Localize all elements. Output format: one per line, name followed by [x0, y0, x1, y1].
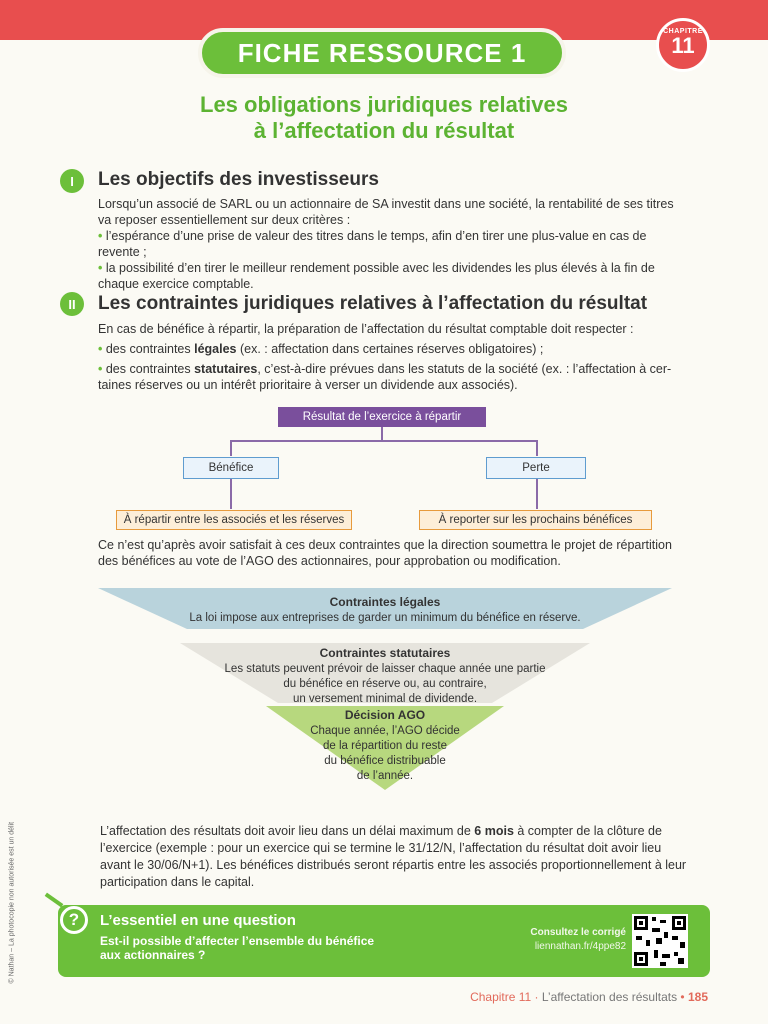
diagram-resultat-box: Résultat de l’exercice à répartir	[278, 407, 486, 427]
funnel-level-2-text	[190, 646, 580, 707]
section-1-number: I	[60, 169, 84, 193]
section-1-heading: Les objectifs des investisseurs	[98, 169, 379, 190]
chapter-number: 11	[671, 33, 695, 58]
funnel-level-2-title: Contraintes statutaires	[319, 646, 451, 660]
footer-chapter: Chapitre 11	[470, 990, 532, 1004]
chapter-word: CHAPITRE	[663, 28, 703, 35]
essentiel-question	[100, 934, 374, 962]
section-2-bullet-2-cont: taines réserves ou un intérêt prioritaire à verser un dividende aux associés).	[98, 378, 518, 392]
closing-line-3: avant le 30/06/N+1). Les bénéfices distribués seront répartis entre les associés proportionnellement à leur	[100, 858, 687, 872]
footer-subject: L’affectation des résultats	[541, 990, 678, 1004]
section-2-bullet-2: • des contraintes statutaires, c’est-à-dire prévues dans les statuts de la société (ex. : l’affectation à cer-	[98, 362, 672, 376]
diagram-perte-box: Perte	[486, 457, 586, 479]
funnel-level-2-line-1: Les statuts peuvent prévoir de laisser chaque année une partie	[224, 663, 546, 675]
essentiel-question-line-2: aux actionnaires ?	[100, 948, 206, 962]
diagram-benefice-outcome: À répartir entre les associés et les réserves	[116, 510, 352, 530]
funnel-level-3-line-1: Chaque année, l’AGO décide	[310, 725, 460, 737]
essentiel-question-line-1: Est-il possible d’affecter l’ensemble du bénéfice	[100, 934, 375, 948]
section-1-intro-2: va reposer essentiellement sur deux critères :	[98, 213, 351, 227]
after-line-2: des bénéfices au vote de l’AGO des actionnaires, pour approbation ou modification.	[98, 554, 561, 568]
funnel-level-3-title: Décision AGO	[344, 708, 426, 722]
closing-line-1: L’affectation des résultats doit avoir lieu dans un délai maximum de 6 mois à compter de la clôture de	[100, 824, 662, 838]
section-1-bullet-2-cont: chaque exercice comptable.	[98, 277, 254, 291]
corrige-link-block	[480, 926, 626, 954]
section-2-intro: En cas de bénéfice à répartir, la préparation de l’affectation du résultat comptable doit respecter :	[98, 322, 634, 336]
qr-code-icon[interactable]	[632, 914, 688, 968]
corrige-label: Consultez le corrigé	[530, 927, 626, 938]
fiche-banner: FICHE RESSOURCE 1	[198, 28, 566, 78]
diagram-benefice-box: Bénéfice	[183, 457, 279, 479]
bullet-dot: •	[98, 362, 106, 376]
funnel-level-3-line-4: de l’année.	[356, 770, 414, 782]
title-line-1: Les obligations juridiques relatives	[200, 92, 568, 117]
bullet-dot: •	[98, 229, 106, 243]
funnel-level-3-line-3: du bénéfice distribuable	[324, 755, 446, 767]
bullet-dot: •	[98, 261, 106, 275]
diagram-perte-outcome: À reporter sur les prochains bénéfices	[419, 510, 652, 530]
funnel-level-1-title: Contraintes légales	[329, 595, 441, 609]
section-1-bullet-1: • l’espérance d’une prise de valeur des titres dans le temps, afin d’en tirer une plus-value en cas de revente ;	[98, 229, 647, 259]
funnel-level-1-body: La loi impose aux entreprises de garder un minimum du bénéfice en réserve.	[189, 612, 581, 624]
title-line-2: à l’affectation du résultat	[253, 118, 515, 143]
copyright-side-note: © Nathan – La photocopie non autorisée est un délit	[8, 821, 16, 984]
section-2-heading: Les contraintes juridiques relatives à l’affectation du résultat	[98, 293, 648, 314]
corrige-link[interactable]: liennathan.fr/4ppe82	[534, 941, 626, 952]
closing-line-2: l’exercice (exemple : pour un exercice qui se termine le 31/12/N, l’affectation du résultat doit avoir lieu	[100, 841, 662, 855]
question-icon: ?	[60, 906, 88, 934]
essentiel-title: L’essentiel en une question	[100, 912, 296, 929]
section-1-bullet-2: • la possibilité d’en tirer le meilleur rendement possible avec les dividendes les plus élevés à la fin de	[98, 261, 655, 275]
funnel-level-2-line-2: du bénéfice en réserve ou, au contraire,	[283, 678, 487, 690]
section-2-number: II	[60, 292, 84, 316]
section-1-intro-1: Lorsqu’un associé de SARL ou un actionnaire de SA investit dans une société, la rentabilité de ses titres	[98, 197, 674, 211]
page-number: 185	[687, 990, 708, 1004]
bullet-dot: •	[98, 342, 106, 356]
funnel-level-1-text	[150, 595, 620, 626]
section-2-bullet-1: • des contraintes légales (ex. : affectation dans certaines réserves obligatoires) ;	[98, 342, 544, 356]
funnel-level-3-text	[285, 708, 485, 784]
closing-line-4: participation dans le capital.	[100, 875, 255, 889]
funnel-level-2-line-3: un versement minimal de dividende.	[292, 693, 478, 705]
closing-paragraph	[100, 823, 690, 891]
funnel-level-3-line-2: de la répartition du reste	[322, 740, 448, 752]
page-footer: Chapitre 11 · L’affectation des résultats • 185	[470, 990, 708, 1004]
after-line-1: Ce n’est qu’après avoir satisfait à ces deux contraintes que la direction soumettra le projet de répartition	[98, 538, 672, 552]
